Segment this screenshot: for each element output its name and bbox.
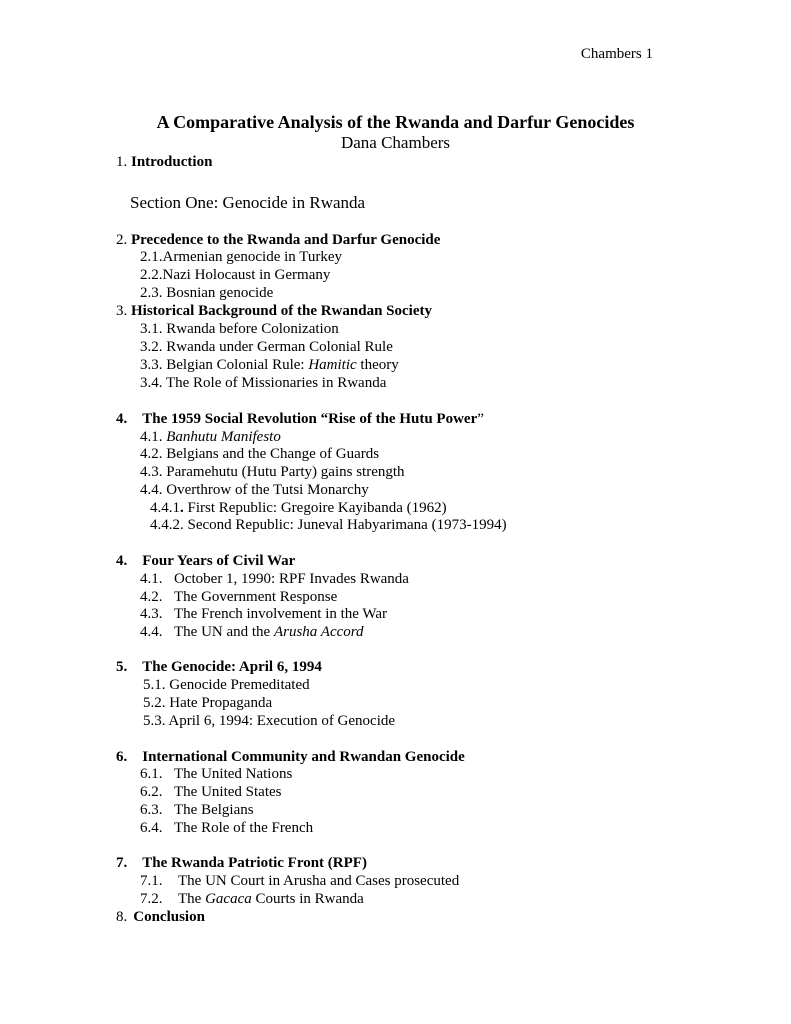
outline-subitem: 5.3. April 6, 1994: Execution of Genocide bbox=[143, 713, 396, 729]
outline-subitem: 4.2. Belgians and the Change of Guards bbox=[140, 446, 380, 462]
outline-subsubitem: 4.4.2. Second Republic: Juneval Habyarimana (1973-1994) bbox=[150, 517, 507, 533]
author-name: Dana Chambers bbox=[340, 133, 451, 152]
outline-heading-civil-war: 4. Four Years of Civil War bbox=[116, 553, 296, 569]
outline-subitem: 3.2. Rwanda under German Colonial Rule bbox=[140, 339, 393, 355]
outline-subitem: 2.2.Nazi Holocaust in Germany bbox=[140, 267, 331, 283]
outline-subitem: 4.1. Banhutu Manifesto bbox=[140, 429, 281, 445]
outline-subitem: 4.3. Paramehutu (Hutu Party) gains strength bbox=[140, 464, 405, 480]
outline-subitem: 6.3. The Belgians bbox=[140, 802, 254, 818]
outline-subitem: 2.3. Bosnian genocide bbox=[140, 285, 274, 301]
outline-subitem: 3.3. Belgian Colonial Rule: Hamitic theory bbox=[140, 357, 399, 373]
running-head: Chambers 1 bbox=[580, 46, 653, 62]
outline-heading-precedence: 2. Precedence to the Rwanda and Darfur Genocide bbox=[116, 232, 441, 248]
outline-subitem: 2.1.Armenian genocide in Turkey bbox=[140, 249, 343, 265]
outline-item-introduction: 1. Introduction bbox=[116, 154, 213, 170]
outline-subitem: 6.1. The United Nations bbox=[140, 766, 293, 782]
outline-subitem: 7.1. The UN Court in Arusha and Cases prosecuted bbox=[140, 873, 460, 889]
outline-subitem: 3.1. Rwanda before Colonization bbox=[140, 321, 339, 337]
outline-heading-historical-background: 3. Historical Background of the Rwandan Society bbox=[116, 303, 432, 319]
outline-subitem: 4.1. October 1, 1990: RPF Invades Rwanda bbox=[140, 571, 409, 587]
section-heading: Section One: Genocide in Rwanda bbox=[130, 193, 366, 212]
outline-heading-conclusion: 8. Conclusion bbox=[116, 909, 205, 925]
document-title: A Comparative Analysis of the Rwanda and Darfur Genocides bbox=[156, 112, 635, 132]
outline-subitem: 6.2. The United States bbox=[140, 784, 282, 800]
outline-subitem: 6.4. The Role of the French bbox=[140, 820, 314, 836]
outline-heading-international-community: 6. International Community and Rwandan Genocide bbox=[116, 749, 465, 765]
outline-subitem: 4.4. The UN and the Arusha Accord bbox=[140, 624, 364, 640]
outline-subitem: 5.2. Hate Propaganda bbox=[143, 695, 273, 711]
outline-heading-social-revolution: 4. The 1959 Social Revolution “Rise of the Hutu Power” bbox=[116, 411, 484, 427]
outline-subitem: 7.2. The Gacaca Courts in Rwanda bbox=[140, 891, 364, 907]
outline-subitem: 4.4. Overthrow of the Tutsi Monarchy bbox=[140, 482, 369, 498]
outline-subitem: 5.1. Genocide Premeditated bbox=[143, 677, 310, 693]
outline-heading-genocide: 5. The Genocide: April 6, 1994 bbox=[116, 659, 322, 675]
outline-subitem: 4.3. The French involvement in the War bbox=[140, 606, 388, 622]
outline-subitem: 4.2. The Government Response bbox=[140, 589, 338, 605]
outline-subsubitem: 4.4.1. First Republic: Gregoire Kayibanda (1962) bbox=[150, 500, 447, 516]
outline-heading-rpf: 7. The Rwanda Patriotic Front (RPF) bbox=[116, 855, 367, 871]
outline-subitem: 3.4. The Role of Missionaries in Rwanda bbox=[140, 375, 387, 391]
